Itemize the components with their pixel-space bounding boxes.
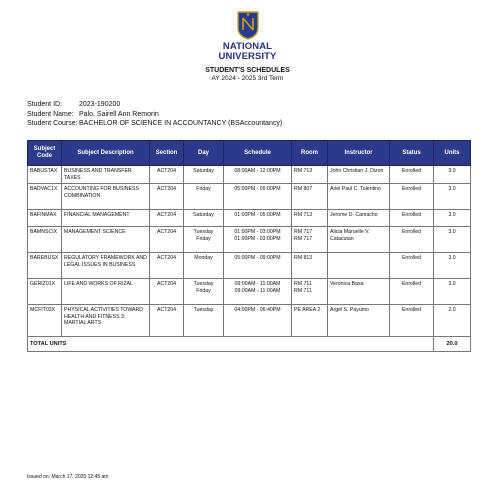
units: 3.0 [434, 166, 471, 184]
day: Tuesday Friday [184, 279, 224, 305]
school-name-line2: UNIVERSITY [218, 51, 277, 62]
subject-description: ACCOUNTING FOR BUSINESS COMBINATION [62, 184, 150, 210]
subject-description: FINANCIAL MANAGEMENT [62, 210, 150, 227]
issued-on-text: Issued on: March 17, 2025 12:45 am [27, 474, 109, 480]
table-row [28, 305, 471, 337]
student-info [27, 100, 282, 129]
school-name-line1: NATIONAL [222, 41, 273, 52]
schedule: 09:00AM - 11:00AM 09:00AM - 11:00AM [224, 279, 292, 305]
col-header-section: Section [150, 141, 184, 166]
instructor: Ariel Paul C. Tolentino [328, 184, 390, 210]
units: 3.0 [434, 210, 471, 227]
col-header-units: Units [434, 141, 471, 166]
col-header-subject-description: Subject Description [62, 141, 150, 166]
room: RM 807 [292, 184, 328, 210]
col-header-day: Day [184, 141, 224, 166]
student-id-row [27, 100, 282, 110]
student-name-value: Palo, Sairell Ann Remorin [79, 110, 159, 118]
day: Friday [184, 184, 224, 210]
subject-code: GERIZ01X [28, 279, 62, 305]
room: PE AREA 2 [292, 305, 328, 337]
document-subtitle: AY 2024 - 2025 3rd Term [211, 75, 284, 82]
room: RM 713 [292, 210, 328, 227]
schedule: 01:00PM - 03:00PM 01:00PM - 03:00PM [224, 227, 292, 253]
room: RM 813 [292, 253, 328, 279]
student-id-value: 2023-190200 [79, 101, 121, 108]
document-header [0, 10, 495, 83]
col-header-instructor: Instructor [328, 141, 390, 166]
section: ACT204 [150, 184, 184, 210]
subject-code: MCFIT03X [28, 305, 62, 337]
status: Enrolled [390, 166, 434, 184]
section: ACT204 [150, 210, 184, 227]
subject-code: BABUSTAX [28, 166, 62, 184]
schedule: 04:00PM - 06:40PM [224, 305, 292, 337]
instructor: Alicia Maruelle V. Catacutan [328, 227, 390, 253]
student-name-row [27, 110, 282, 120]
schedule: 08:00AM - 12:00PM [224, 166, 292, 184]
room: RM 717 RM 717 [292, 227, 328, 253]
total-units-value: 20.0 [434, 337, 471, 352]
section: ACT204 [150, 253, 184, 279]
day: Saturday [184, 166, 224, 184]
total-units-row [28, 337, 471, 352]
units: 3.0 [434, 227, 471, 253]
schedule: 01:00PM - 05:00PM [224, 210, 292, 227]
day: Monday [184, 253, 224, 279]
subject-code: BAFINMAX [28, 210, 62, 227]
units: 3.0 [434, 184, 471, 210]
room: RM 711 RM 711 [292, 279, 328, 305]
table-row [28, 210, 471, 227]
school-name [0, 42, 495, 62]
document-title: STUDENT'S SCHEDULES [205, 67, 290, 74]
subject-description: BUSINESS AND TRANSFER TAXES [62, 166, 150, 184]
day: Saturday [184, 210, 224, 227]
table-row [28, 279, 471, 305]
units: 2.0 [434, 305, 471, 337]
subject-code: BAMNSCIX [28, 227, 62, 253]
status: Enrolled [390, 227, 434, 253]
table-row [28, 166, 471, 184]
schedule: 05:00PM - 09:00PM [224, 184, 292, 210]
status: Enrolled [390, 184, 434, 210]
instructor: Jerome D. Camacho [328, 210, 390, 227]
col-header-schedule: Schedule [224, 141, 292, 166]
table-header-row [28, 141, 471, 166]
status: Enrolled [390, 279, 434, 305]
schedule-body [28, 166, 471, 352]
col-header-subject-code: Subject Code [28, 141, 62, 166]
subject-description: PHYSICAL ACTIVITIES TOWARD HEALTH AND FITNESS 3: MARTIAL ARTS [62, 305, 150, 337]
subject-code: BADVAC1X [28, 184, 62, 210]
status: Enrolled [390, 253, 434, 279]
student-name-label: Student Name: [27, 110, 74, 118]
student-id-label: Student ID: [27, 101, 63, 108]
status: Enrolled [390, 305, 434, 337]
day: Tuesday [184, 305, 224, 337]
student-course-value: BACHELOR OF SCIENCE IN ACCOUNTANCY (BSAccountancy) [79, 120, 283, 127]
day: Tuesday Friday [184, 227, 224, 253]
subject-description: REGULATORY FRAMEWORK AND LEGAL ISSUES IN BUSINESS [62, 253, 150, 279]
subject-description: LIFE AND WORKS OF RIZAL [62, 279, 150, 305]
instructor [328, 253, 390, 279]
table-row [28, 227, 471, 253]
total-units-label: TOTAL UNITS [28, 337, 434, 352]
units: 3.0 [434, 279, 471, 305]
student-course-label: Student Course: [27, 120, 78, 127]
section: ACT204 [150, 166, 184, 184]
schedule: 05:00PM - 09:00PM [224, 253, 292, 279]
units: 3.0 [434, 253, 471, 279]
col-header-status: Status [390, 141, 434, 166]
col-header-room: Room [292, 141, 328, 166]
table-row [28, 184, 471, 210]
section: ACT204 [150, 227, 184, 253]
schedule-table [27, 140, 471, 352]
instructor: Argel S. Payumo [328, 305, 390, 337]
student-course-row [27, 119, 282, 129]
instructor: John Christian J. Dizon [328, 166, 390, 184]
table-row [28, 253, 471, 279]
section: ACT204 [150, 279, 184, 305]
university-seal-icon [237, 10, 259, 40]
status: Enrolled [390, 210, 434, 227]
instructor: Veronica Basa [328, 279, 390, 305]
subject-description: MANAGEMENT SCIENCE [62, 227, 150, 253]
room: RM 713 [292, 166, 328, 184]
subject-code: BAREBUSX [28, 253, 62, 279]
section: ACT204 [150, 305, 184, 337]
